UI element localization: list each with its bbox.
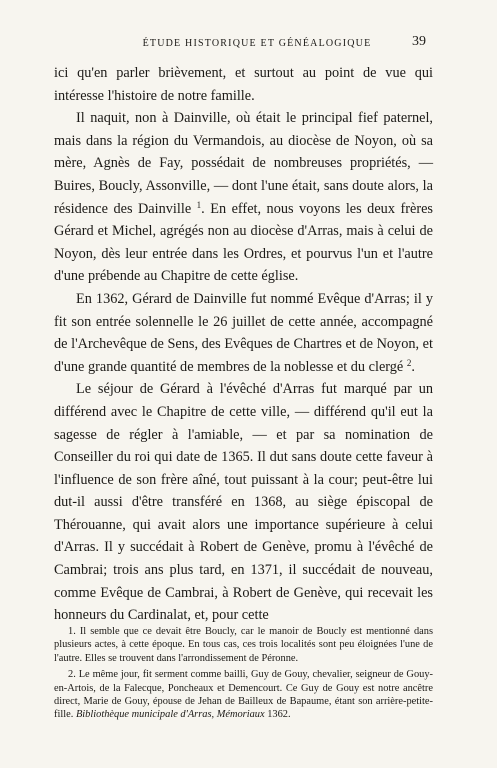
paragraph-text: ici qu'en parler brièvement, et surtout au point de vue qui intéresse l'histoire de notre famille.	[54, 65, 433, 104]
paragraph-text: En 1362, Gérard de Dainville fut nommé Evêque d'Arras; il y fit son entrée solennelle le 26 juillet de cette année, accompagné de l'Archevêque de Sens, des Evêques de Chartres et de Noyon, et d'une grande quantité de membres de la noblesse et du clergé	[54, 290, 433, 375]
footnote-text: 1362.	[264, 709, 291, 721]
page-number: 39	[412, 34, 426, 49]
footnote-1: 1. Il semble que ce devait être Boucly, car le manoir de Boucly est mentionné dans plusieurs actes, à cette époque. En tous cas, ces trois localités sont peu éloignées l'une de l'autre. Elles se trouvent dans l'arrondissement de Péronne.	[54, 626, 433, 664]
footnote-ref-2[interactable]: 2	[406, 357, 412, 368]
paragraph-text: Le séjour de Gérard à l'évêché d'Arras fut marqué par un différend avec le Chapitre de cette ville, — différend qu'il eut la sagesse de régler à l'amiable, — et par sa nomination de Conseiller du roi qui date de 1365. Il dut sans doute cette faveur à l'influence de son frère aîné, tout puissant à la cour; peut-être lui dut-il aussi d'être transféré en 1368, au siège épiscopal de Thérouanne, qui avait alors une importance supérieure à celui d'Arras. Il y succédait à Robert de Genève, promu à l'évêché de Cambrai; trois ans plus tard, en 1371, il succédait de nouveau, comme Evêque de Cambrai, à Robert de Genève, qui recevait les honneurs du Cardinalat, et, pour cette	[54, 381, 433, 624]
footnote-source: Bibliothèque municipale d'Arras, Mémoriaux	[75, 709, 265, 721]
paragraph-text: Il naquit, non à Dainville, où était le principal fief paternel, mais dans la région du Vermandois, au diocèse de Noyon, où sa mère, Agnès de Fay, possédait de nombreuses propriétés, — Buires, Boucly, Assonville, — dont l'une était, sans doute alors, la résidence des Dainville	[54, 110, 433, 217]
footnote-text: 2. Le même jour, fit serment comme bailli, Guy de Gouy, chevalier, seigneur de Gouy-en-Artois, de la Falecque, Poncheaux et Demencourt. Ce Guy de Gouy est notre ancêtre direct, Marie de Gouy, épouse de Jehan de Bailleux de Bapaume, étant son arrière-petite-fille.	[54, 669, 433, 721]
footnote-ref-1[interactable]: 1	[196, 199, 202, 210]
paragraph-sejour	[54, 378, 433, 627]
paragraph-bishop-arras	[54, 288, 433, 378]
running-title: ÉTUDE HISTORIQUE ET GÉNÉALOGIQUE	[142, 38, 372, 49]
footnotes	[54, 625, 433, 722]
paragraph-continuation	[54, 62, 433, 107]
footnote-2	[54, 668, 433, 722]
main-text	[54, 62, 433, 627]
paragraph-birth	[54, 107, 433, 288]
paragraph-text: .	[411, 358, 415, 375]
paragraph-text: . En effet, nous voyons les deux frères Gérard et Michel, agrégés non au diocèse d'Arras, mais à celui de Noyon, dès leur entrée dans les Ordres, et pourvus l'un et l'autre d'une prébende au Chapitre de cette église.	[54, 200, 433, 285]
